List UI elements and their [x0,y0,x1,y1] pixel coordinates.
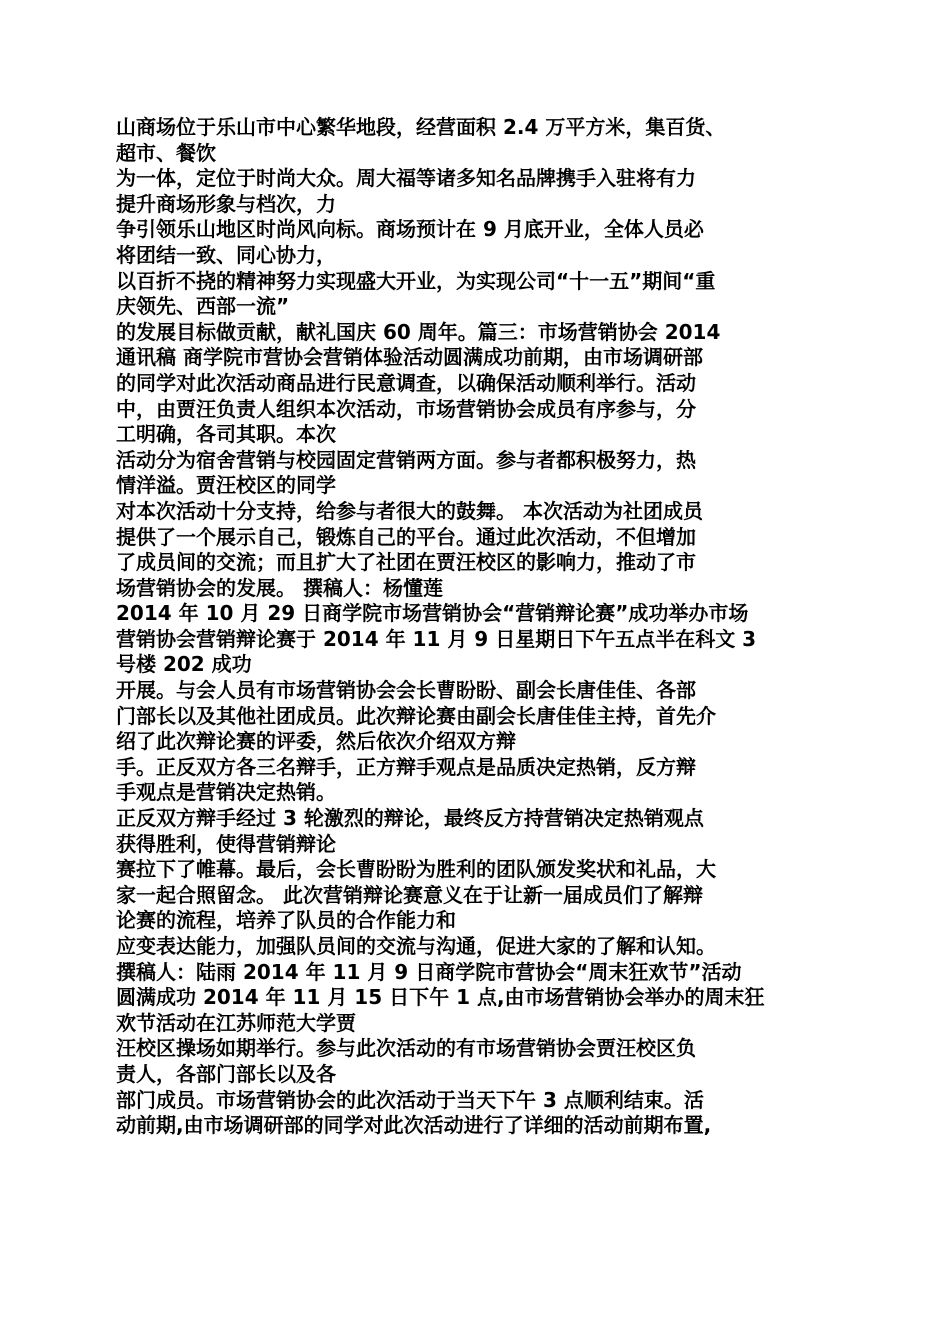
text-line: 营销协会营销辩论赛于 2014 年 11 月 9 日星期日下午五点半在科文 3 [116,626,757,651]
text-line: 情洋溢。贾汪校区的同学 [116,473,336,498]
text-line: 正反双方辩手经过 3 轮激烈的辩论，最终反方持营销决定热销观点 [116,806,704,831]
text-line: 手观点是营销决定热销。 [116,780,336,805]
text-line: 汪校区操场如期举行。参与此次活动的有市场营销协会贾汪校区负 [116,1036,696,1061]
text-line: 工明确，各司其职。本次 [116,422,336,447]
text-line: 绍了此次辩论赛的评委，然后依次介绍双方辩 [116,729,516,754]
text-line: 2014 年 10 月 29 日商学院市场营销协会“营销辩论赛”成功举办市场 [116,601,749,626]
text-line: 提升商场形象与档次，力 [116,191,336,216]
text-line: 获得胜利，使得营销辩论 [116,831,336,856]
text-line: 将团结一致、同心协力， [116,242,336,267]
text-line: 手。正反双方各三名辩手，正方辩手观点是品质决定热销，反方辩 [116,754,696,779]
text-line: 为一体，定位于时尚大众。周大福等诸多知名品牌携手入驻将有力 [116,166,696,191]
text-line: 对本次活动十分支持，给参与者很大的鼓舞。 本次活动为社团成员 [116,498,703,523]
text-line: 门部长以及其他社团成员。此次辩论赛由副会长唐佳佳主持，首先介 [116,703,716,728]
text-line: 的同学对此次活动商品进行民意调查，以确保活动顺利举行。活动 [116,370,696,395]
text-line: 撰稿人：陆雨 2014 年 11 月 9 日商学院市营协会“周末狂欢节”活动 [116,959,742,984]
text-line: 开展。与会人员有市场营销协会会长曹盼盼、副会长唐佳佳、各部 [116,678,696,703]
text-line: 论赛的流程，培养了队员的合作能力和 [116,908,456,933]
text-line: 圆满成功 2014 年 11 月 15 日下午 1 点,由市场营销协会举办的周末狂 [116,985,765,1010]
text-line: 活动分为宿舍营销与校园固定营销两方面。参与者都积极努力，热 [116,447,696,472]
text-line: 号楼 202 成功 [116,652,252,677]
text-line: 责人，各部门部长以及各 [116,1061,336,1086]
text-line: 家一起合照留念。 此次营销辩论赛意义在于让新一届成员们了解辩 [116,882,703,907]
text-line: 通讯稿 商学院市营协会营销体验活动圆满成功前期，由市场调研部 [116,345,703,370]
text-line: 欢节活动在江苏师范大学贾 [116,1010,356,1035]
text-line: 赛拉下了帷幕。最后，会长曹盼盼为胜利的团队颁发奖状和礼品，大 [116,857,716,882]
text-line: 山商场位于乐山市中心繁华地段，经营面积 2.4 万平方米，集百货、 [116,115,726,139]
text-line: 提供了一个展示自己，锻炼自己的平台。通过此次活动，不但增加 [116,524,696,549]
text-line: 庆领先、西部一流” [116,294,290,319]
text-line: 争引领乐山地区时尚风向标。商场预计在 9 月底开业，全体人员必 [116,217,704,242]
text-line: 以百折不挠的精神努力实现盛大开业，为实现公司“十一五”期间“重 [116,268,716,293]
text-line: 部门成员。市场营销协会的此次活动于当天下午 3 点顺利结束。活 [116,1087,704,1112]
text-line: 的发展目标做贡献，献礼国庆 60 周年。篇三：市场营销协会 2014 [116,319,721,344]
text-line: 了成员间的交流；而且扩大了社团在贾汪校区的影响力，推动了市 [116,550,696,575]
text-line: 场营销协会的发展。 撰稿人：杨懂莲 [116,575,443,600]
text-line: 应变表达能力，加强队员间的交流与沟通，促进大家的了解和认知。 [116,934,716,958]
document-body [116,115,840,1139]
text-line: 超市、餐饮 [116,140,216,165]
text-line: 中，由贾汪负责人组织本次活动，市场营销协会成员有序参与，分 [116,396,696,421]
text-line: 动前期,由市场调研部的同学对此次活动进行了详细的活动前期布置, [116,1113,712,1138]
